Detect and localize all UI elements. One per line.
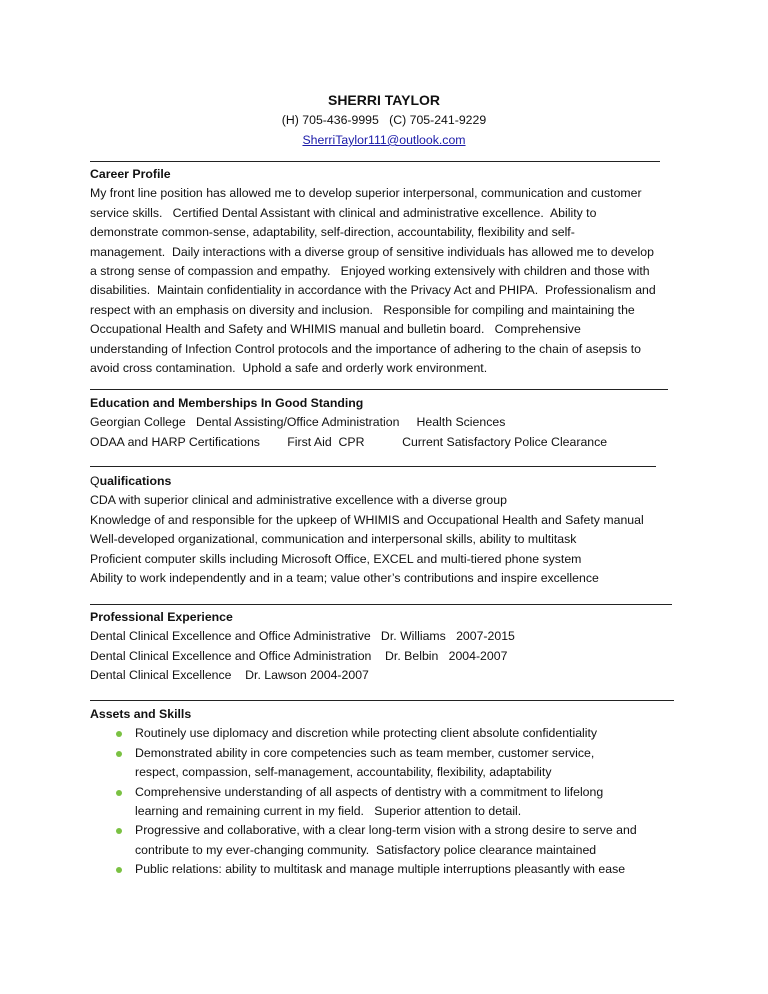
text-line: Well-developed organizational, communication and interpersonal skills, ability to multitask [90, 532, 577, 547]
list-item [90, 860, 690, 879]
text-line: Ability to work independently and in a team; value other’s contributions and inspire excellence [90, 570, 599, 585]
divider [90, 389, 668, 390]
email-link[interactable]: SherriTaylor111@outlook.com [302, 133, 466, 147]
text-line: respect with an emphasis on diversity and inclusion. Responsible for compiling and maintaining the [90, 302, 635, 317]
text-line: Proficient computer skills including Microsoft Office, EXCEL and multi-tiered phone system [90, 551, 582, 566]
list-item [90, 783, 690, 822]
section-title: Education and Memberships In Good Standing [90, 396, 364, 410]
experience-text [90, 627, 690, 685]
text-line: Demonstrated ability in core competencies such as team member, customer service, [135, 745, 595, 760]
text-line: My front line position has allowed me to develop superior interpersonal, communication and customer [90, 186, 642, 201]
bullet-icon [116, 867, 122, 873]
divider [90, 466, 656, 467]
phone-numbers: (H) 705-436-9995 (C) 705-241-9229 [281, 113, 487, 127]
career-profile-section [90, 165, 690, 378]
bullet-icon [116, 751, 122, 757]
text-line: Dental Clinical Excellence and Office Administrative Dr. Williams 2007-2015 [90, 629, 515, 644]
education-text [90, 413, 690, 452]
text-line: disabilities. Maintain confidentiality in accordance with the Privacy Act and PHIPA. Professionalism and [90, 283, 656, 298]
assets-section [90, 705, 690, 880]
bullet-icon [116, 790, 122, 796]
title-rest: ualifications [99, 474, 172, 488]
text-line: a strong sense of compassion and empathy. Enjoyed working extensively with children and those with [90, 263, 650, 278]
text-line: understanding of Infection Control protocols and the importance of adhering to the chain of asepsis to [90, 341, 641, 356]
section-title [90, 472, 690, 491]
text-line: Public relations: ability to multitask and manage multiple interruptions pleasantly with ease [135, 862, 626, 877]
text-line: contribute to my ever-changing community. Satisfactory police clearance maintained [135, 842, 597, 857]
text-line: Knowledge of and responsible for the upkeep of WHIMIS and Occupational Health and Safety manual [90, 512, 644, 527]
section-title: Career Profile [90, 167, 171, 181]
candidate-name: SHERRI TAYLOR [327, 92, 440, 108]
section-title: Assets and Skills [90, 707, 192, 721]
divider [90, 604, 672, 605]
experience-section [90, 608, 690, 686]
list-item [90, 744, 690, 783]
text-line: Georgian College Dental Assisting/Office Administration Health Sciences [90, 415, 506, 430]
education-section [90, 394, 690, 452]
bullet-icon [116, 731, 122, 737]
divider [90, 700, 674, 701]
career-text [90, 184, 690, 378]
text-line: demonstrate common-sense, adaptability, self-direction, accountability, flexibility and self- [90, 225, 575, 240]
text-line: Routinely use diplomacy and discretion while protecting client absolute confidentiality [135, 726, 598, 741]
text-line: Comprehensive understanding of all aspects of dentistry with a commitment to lifelong [135, 784, 604, 799]
text-line: Dental Clinical Excellence Dr. Lawson 2004-2007 [90, 668, 369, 683]
text-line: avoid cross contamination. Uphold a safe and orderly work environment. [90, 360, 488, 375]
qualifications-section [90, 472, 690, 588]
bullet-icon [116, 828, 122, 834]
section-title: Professional Experience [90, 610, 233, 624]
assets-list [90, 724, 690, 879]
text-line: Dental Clinical Excellence and Office Administration Dr. Belbin 2004-2007 [90, 648, 508, 663]
text-line: ODAA and HARP Certifications First Aid CPR Current Satisfactory Police Clearance [90, 434, 608, 449]
text-line: respect, compassion, self-management, accountability, flexibility, adaptability [135, 765, 552, 780]
text-line: Occupational Health and Safety and WHIMIS manual and bulletin board. Comprehensive [90, 322, 581, 337]
text-line: management. Daily interactions with a diverse group of sensitive individuals has allowed me to develop [90, 244, 654, 259]
title-initial: Q [90, 474, 100, 488]
list-item [90, 724, 690, 743]
text-line: Progressive and collaborative, with a clear long-term vision with a strong desire to serve and [135, 823, 637, 838]
text-line: service skills. Certified Dental Assistant with clinical and administrative excellence. Ability to [90, 205, 597, 220]
qualifications-text [90, 491, 690, 588]
list-item [90, 821, 690, 860]
text-line: CDA with superior clinical and administrative excellence with a diverse group [90, 493, 507, 508]
divider [90, 161, 660, 162]
text-line: learning and remaining current in my field. Superior attention to detail. [135, 803, 522, 818]
